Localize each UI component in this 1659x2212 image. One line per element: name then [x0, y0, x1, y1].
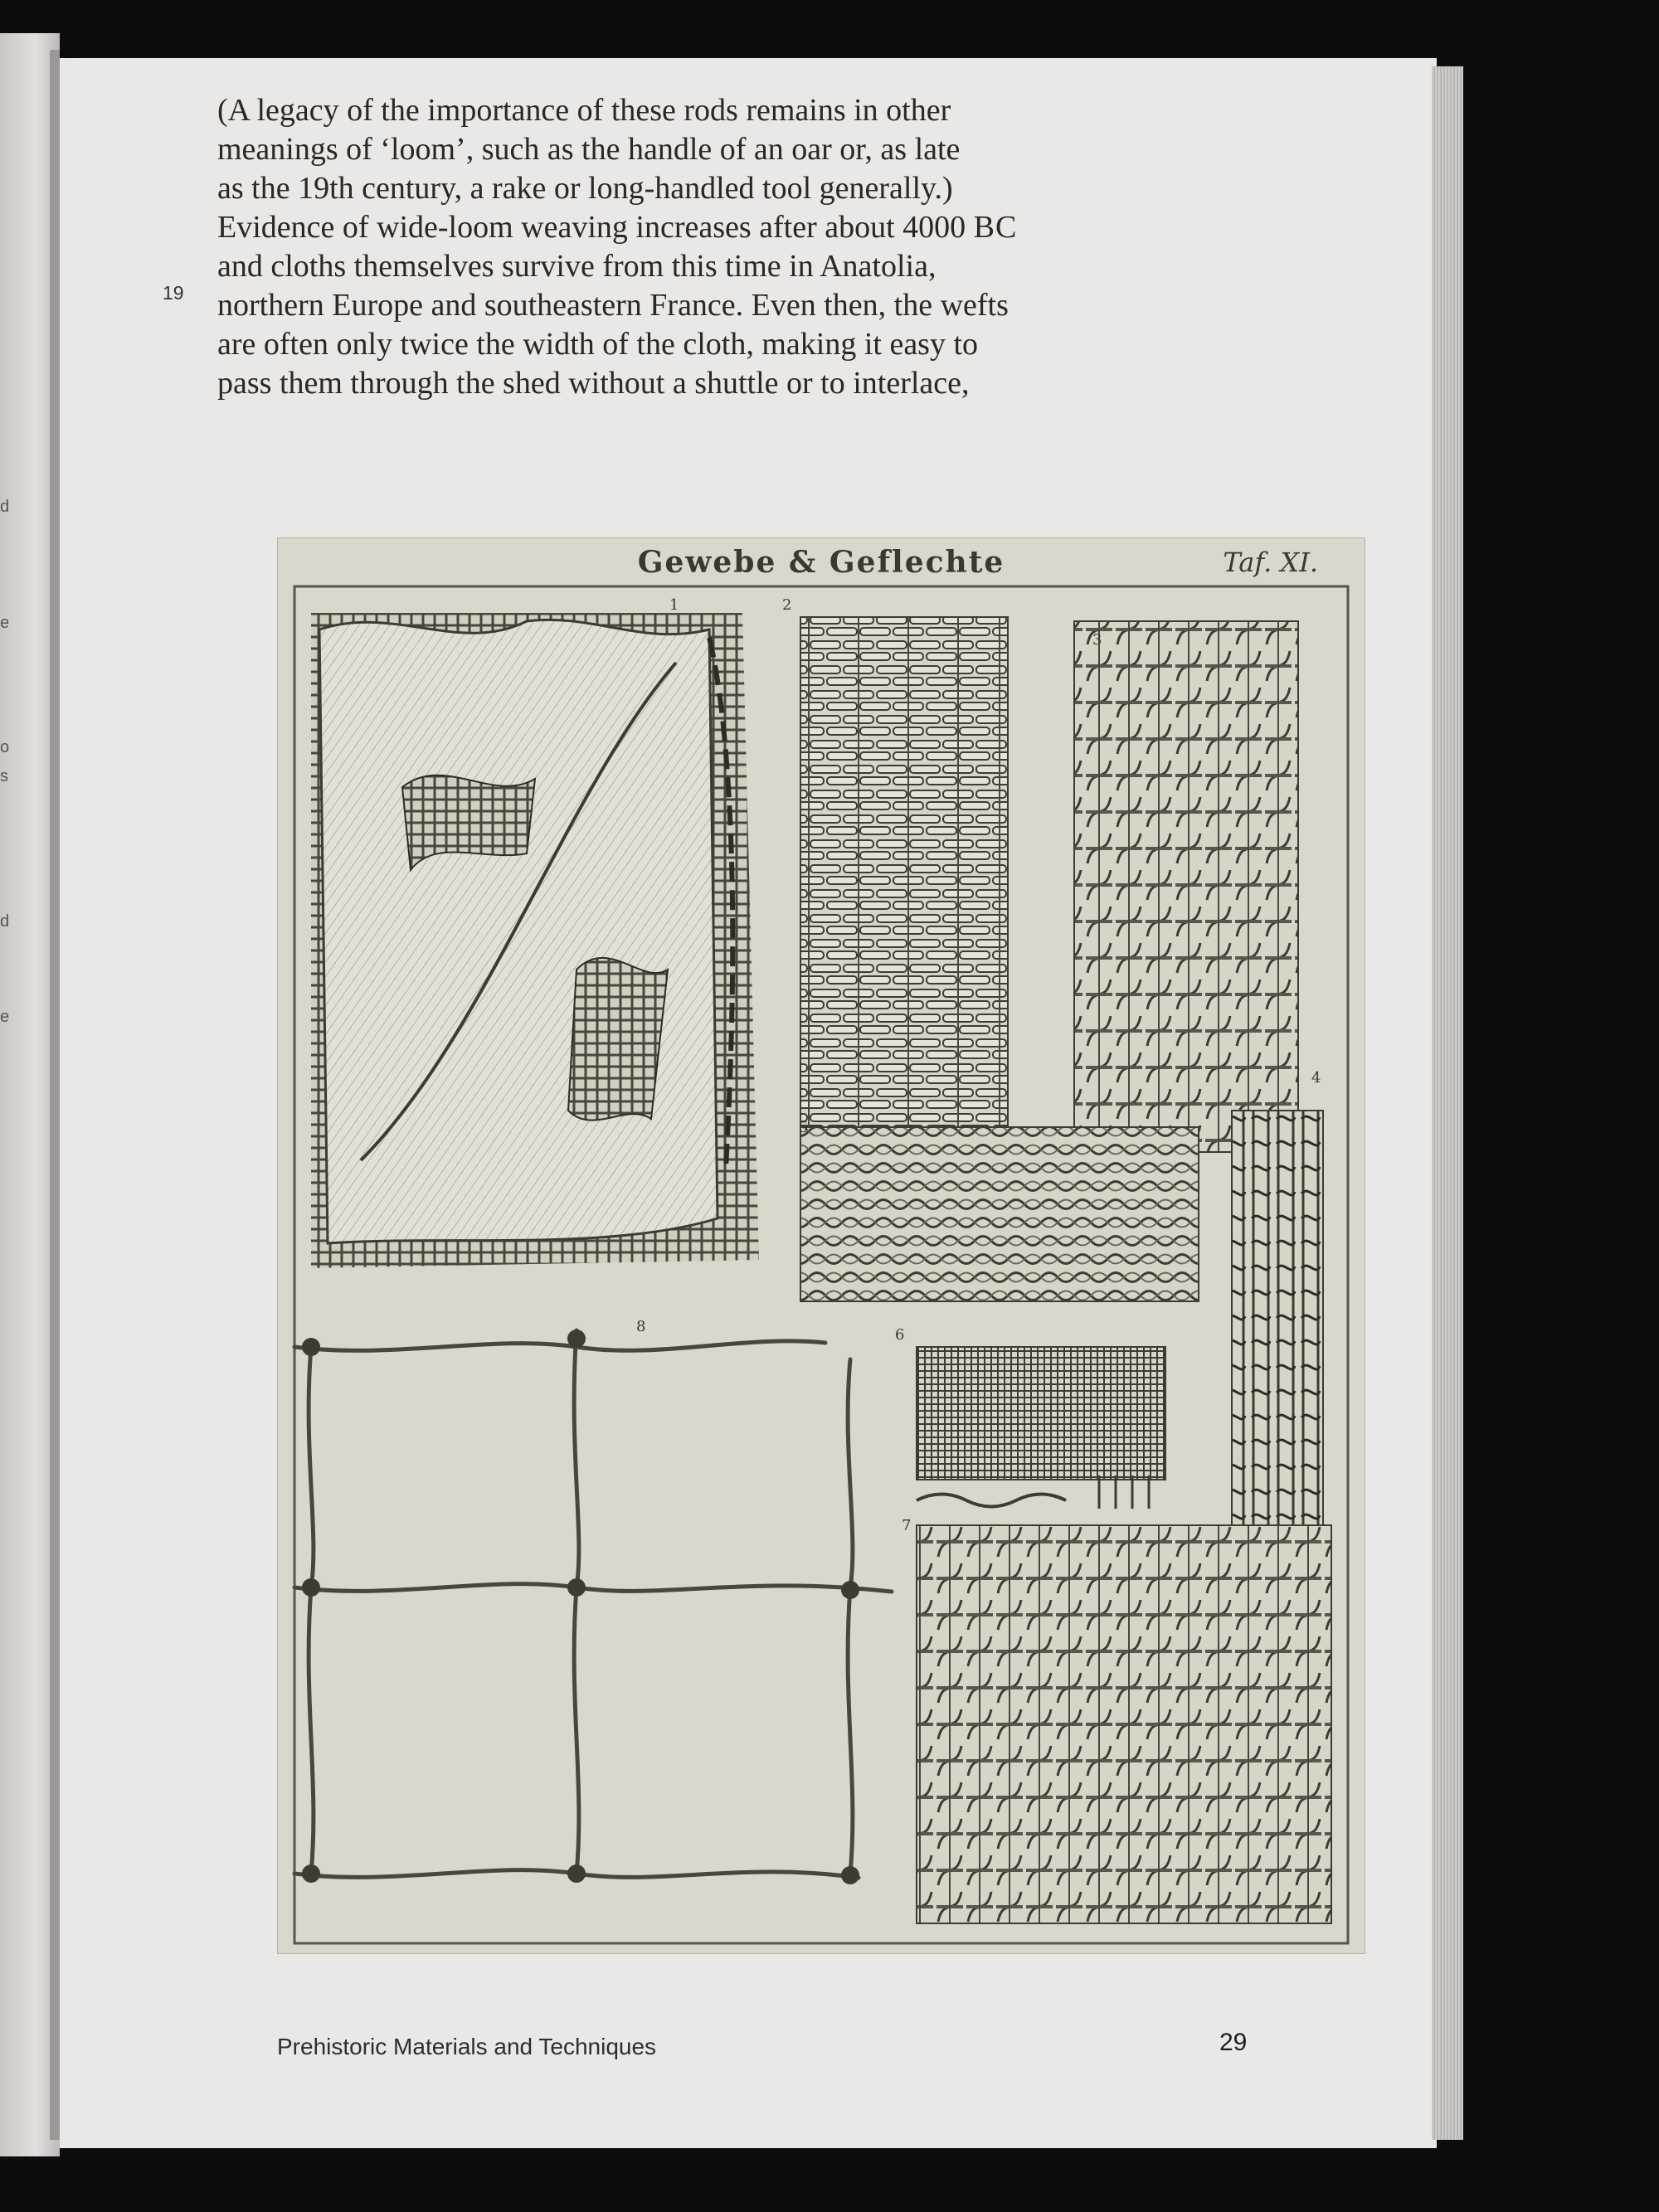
- running-footer-title: Prehistoric Materials and Techniques: [277, 2034, 657, 2059]
- facing-page-fragment: o: [0, 738, 10, 756]
- engraving-plate: [277, 537, 1365, 1954]
- page-number: 29: [1219, 2029, 1248, 2056]
- figure-number: 1: [669, 596, 679, 614]
- facing-page-fragment: s: [0, 767, 8, 785]
- facing-page-fragment: e: [0, 1008, 10, 1026]
- page-stack-edge: [1432, 66, 1463, 2140]
- text-line: (A legacy of the importance of these rods remains in other: [217, 93, 951, 128]
- text-line: as the 19th century, a rake or long-handled tool generally.): [217, 171, 953, 206]
- margin-note-number: 19: [163, 282, 184, 304]
- plate-title: Gewebe & Geflechte: [637, 545, 1005, 580]
- plate-illustration: [278, 538, 1365, 1953]
- text-line: meanings of ‘loom’, such as the handle of an oar or, as late: [217, 132, 961, 167]
- figure-number: 3: [1092, 631, 1102, 649]
- text-line: are often only twice the width of the cloth, making it easy to: [217, 327, 979, 362]
- text-line: [217, 208, 1296, 247]
- figure-number: 2: [782, 596, 792, 614]
- figure-number: 7: [902, 1517, 912, 1534]
- figure-number: 6: [895, 1326, 905, 1344]
- text-line: and cloths themselves survive from this time in Anatolia,: [217, 249, 937, 284]
- facing-page-fragment: d: [0, 912, 10, 931]
- body-paragraph: [217, 91, 1296, 403]
- text-line: pass them through the shed without a shuttle or to interlace,: [217, 366, 970, 401]
- figure-number: 4: [1311, 1069, 1321, 1087]
- plate-number: Taf. XI.: [1223, 547, 1318, 578]
- era-abbreviation: BC: [973, 210, 1018, 245]
- facing-page-fragment: e: [0, 614, 10, 632]
- facing-page-fragment: d: [0, 498, 10, 516]
- text-line: northern Europe and southeastern France. Even then, the wefts: [217, 288, 1009, 323]
- figure-number: 8: [636, 1318, 646, 1335]
- text-line-part: Evidence of wide-loom weaving increases after about 4000: [217, 210, 974, 245]
- figure-number: 5: [799, 1119, 809, 1136]
